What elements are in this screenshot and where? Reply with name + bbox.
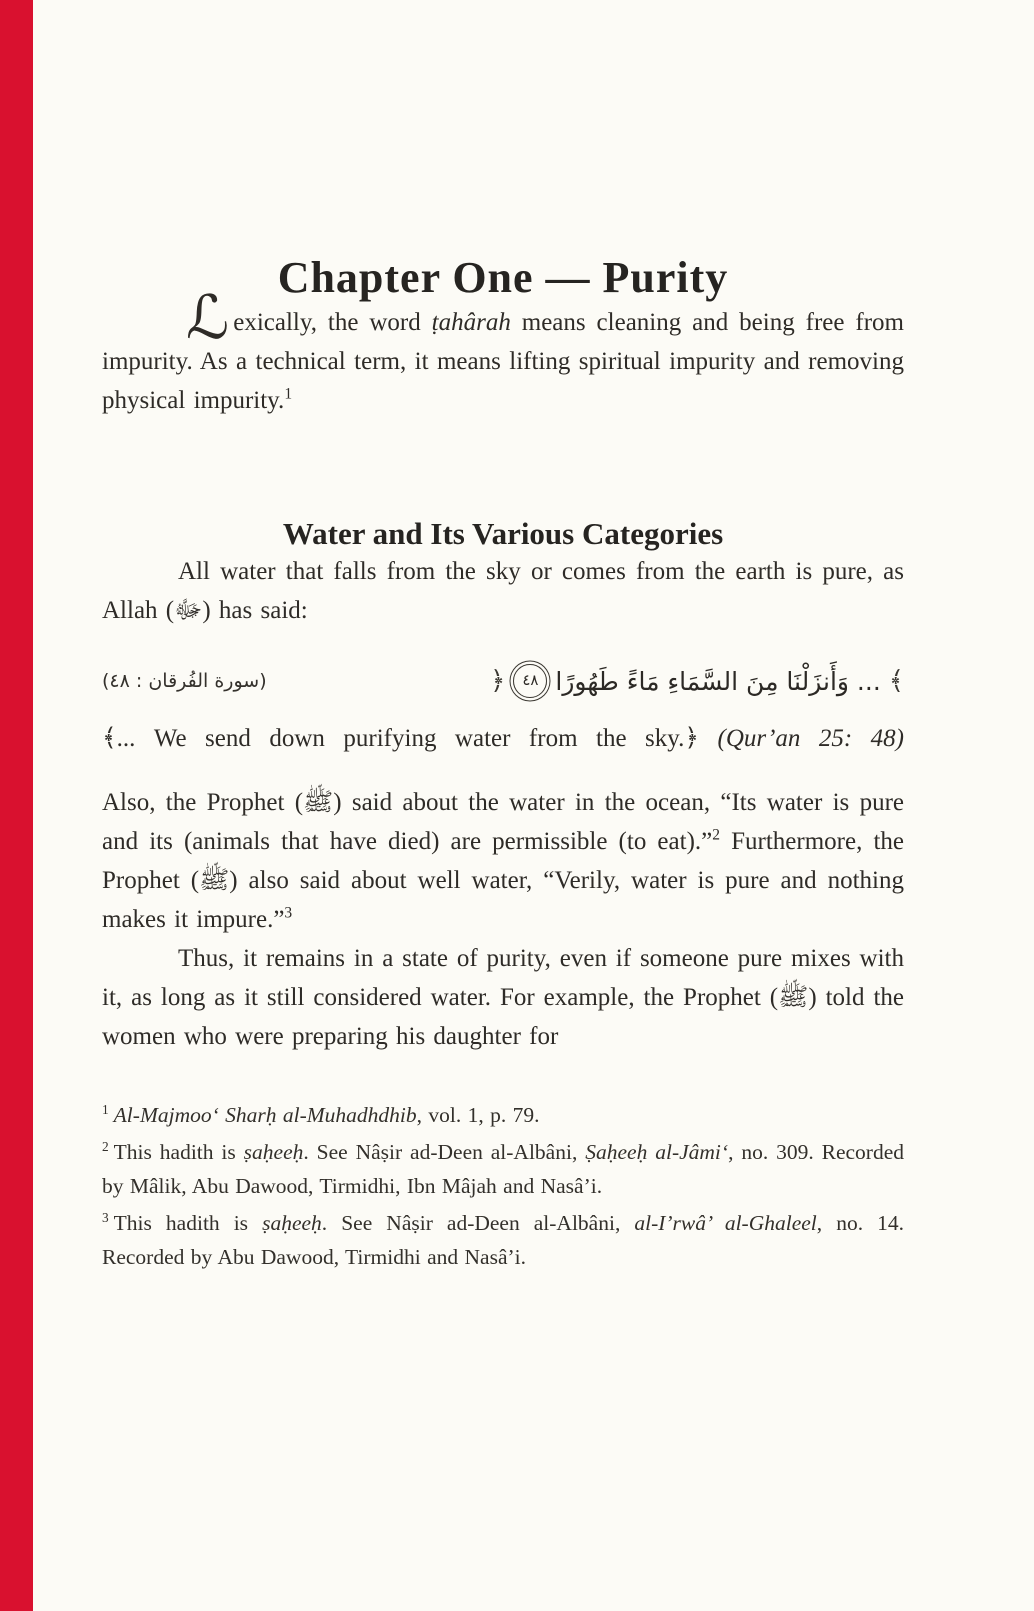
ayah-number-medallion: ٤٨ (513, 664, 547, 698)
quran-verse-arabic (490, 664, 904, 698)
section-title: Water and Its Various Categories (282, 516, 724, 551)
verse-arabic-text: ... وَأَنزَلْنَا مِنَ السَّمَاءِ مَاءً طَهُورًا (555, 666, 881, 696)
footnote-1-text: Al-Majmoo‘ Sharḥ al-Muhadhdhib, vol. 1, p. 79. (113, 1103, 540, 1127)
footnote-2 (102, 1135, 904, 1203)
verse-reference-arabic: (سورة الفُرقان : ٤٨) (102, 670, 267, 692)
paragraph-thus: Thus, it remains in a state of purity, even if someone pure mixes with it, as long as it still considered water. For example, the Prophet (ﷺ) told the women who were preparing his daughter for (102, 945, 904, 1050)
footnote-1 (102, 1098, 904, 1132)
quran-verse-row (102, 664, 904, 698)
verse-ornament-close: ﴿ (490, 666, 506, 696)
footnotes-section (102, 1098, 904, 1274)
footnote-2-text: This hadith is ṣaḥeeḥ. See Nâṣir ad-Deen al-Albâni, Ṣaḥeeḥ al-Jâmi‘, no. 309. Recorded by Mâlik, Abu Dawood, Tirmidhi, Ibn Mâjah and Nasâ’i. (102, 1140, 905, 1198)
paragraph-all-water: All water that falls from the sky or comes from the earth is pure, as Allah (ﷻ) has said: (102, 558, 904, 624)
intro-paragraph-text: exically, the word ṭahârah means cleaning and being free from impurity. As a technical term, it means lifting spiritual impurity and removing physical impurity.$^1$ (102, 309, 904, 414)
footnote-1-ref: 1 (102, 1101, 109, 1117)
verse-translation: ﴾... We send down purifying water from the sky.﴿ (Qur’an 25: 48) (102, 725, 905, 752)
dropcap-letter: ℒ (186, 283, 230, 353)
paragraph-prophet-sayings: Also, the Prophet (ﷺ) said about the water in the ocean, “Its water is pure and its (animals that have died) are permissible (to eat).”$^2$ Furthermore, the Prophet (ﷺ) also said about well water, “Verily, water is pure and nothing makes it impure.”$^3$ (102, 789, 904, 933)
footnote-2-ref: 2 (102, 1138, 109, 1154)
footnote-3-ref: 3 (102, 1209, 109, 1225)
intro-paragraph (102, 283, 904, 420)
footnote-3-text: This hadith is ṣaḥeeḥ. See Nâṣir ad-Deen al-Albâni, al-I’rwâ’ al-Ghaleel, no. 14. Recorded by Abu Dawood, Tirmidhi and Nasâ’i. (102, 1211, 904, 1269)
verse-ornament-open: ﴾ (888, 666, 904, 696)
chapter-title: Chapter One — Purity (277, 253, 729, 302)
page-content (102, 0, 904, 1277)
footnote-3 (102, 1206, 904, 1274)
red-spine-band (0, 0, 33, 1611)
